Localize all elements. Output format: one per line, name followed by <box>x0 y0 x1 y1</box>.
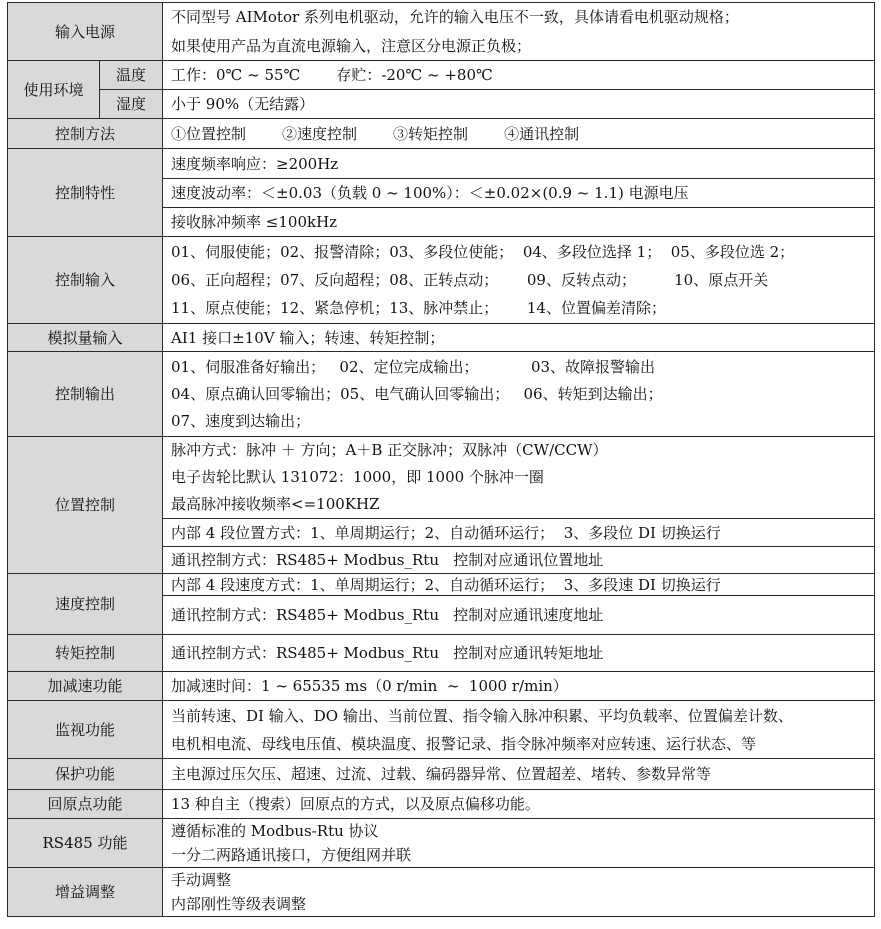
control-input-line-1: 01、伺服使能；02、报警清除；03、多段位使能； 04、多段位选择 1； 05、多段位选 2； <box>171 243 795 261</box>
value-analog-input: AI1 接口±10V 输入；转速、转矩控制； <box>163 324 875 352</box>
value-control-method <box>163 119 875 149</box>
monitor-line-1: 当前转速、DI 输入、DO 输出、当前位置、指令输入脉冲积累、平均负载率、位置偏差计数、 <box>171 706 793 725</box>
label-speed-control: 速度控制 <box>8 574 163 635</box>
label-position-control: 位置控制 <box>8 437 163 574</box>
control-method-comm: ④通讯控制 <box>504 124 580 143</box>
position-pulse-line-3: 最高脉冲接收频率<=100KHZ <box>171 495 380 513</box>
value-power <box>163 3 875 61</box>
value-speed-internal: 内部 4 段速度方式：1、单周期运行；2、自动循环运行； 3、多段速 DI 切换运行 <box>163 574 875 596</box>
row-analog-input <box>8 324 875 352</box>
value-humidity: 小于 90%（无结露） <box>163 90 875 119</box>
value-speed-comm: 通讯控制方式：RS485+ Modbus_Rtu 控制对应通讯速度地址 <box>163 596 875 635</box>
label-torque-control: 转矩控制 <box>8 635 163 672</box>
row-control-char-1 <box>8 149 875 179</box>
row-control-output <box>8 352 875 437</box>
row-protection <box>8 759 875 790</box>
value-position-pulse <box>163 437 875 519</box>
value-position-internal: 内部 4 段位置方式：1、单周期运行；2、自动循环运行； 3、多段位 DI 切换运行 <box>163 519 875 547</box>
label-power: 输入电源 <box>8 3 163 61</box>
value-homing: 13 种自主（搜索）回原点的方式，以及原点偏移功能。 <box>163 790 875 819</box>
row-accel <box>8 672 875 701</box>
label-control-characteristics: 控制特性 <box>8 149 163 237</box>
temperature-storage: 存贮：-20℃ ~ +80℃ <box>336 66 493 84</box>
control-method-position: ①位置控制 <box>171 124 247 143</box>
row-position-pulse <box>8 437 875 519</box>
label-temperature: 温度 <box>100 61 163 90</box>
spec-table <box>7 2 875 917</box>
label-protection: 保护功能 <box>8 759 163 790</box>
control-method-speed: ②速度控制 <box>282 124 358 143</box>
position-pulse-line-2: 电子齿轮比默认 131072：1000，即 1000 个脉冲一圈 <box>171 468 544 486</box>
rs485-line-2: 一分二两路通讯接口，方便组网并联 <box>171 846 412 864</box>
row-rs485 <box>8 819 875 868</box>
position-pulse-line-1: 脉冲方式：脉冲 ＋ 方向；A＋B 正交脉冲；双脉冲（CW/CCW） <box>171 441 608 459</box>
value-rs485 <box>163 819 875 868</box>
row-control-method <box>8 119 875 149</box>
label-rs485: RS485 功能 <box>8 819 163 868</box>
gain-line-2: 内部刚性等级表调整 <box>171 895 307 913</box>
row-power <box>8 3 875 61</box>
control-output-line-2: 04、原点确认回零输出；05、电气确认回零输出； 06、转矩到达输出； <box>171 384 663 403</box>
row-gain <box>8 868 875 917</box>
label-humidity: 湿度 <box>100 90 163 119</box>
control-char-line-1: 速度频率响应：≥200Hz <box>163 149 875 179</box>
row-torque-control <box>8 635 875 672</box>
control-method-torque: ③转矩控制 <box>393 124 469 143</box>
row-homing <box>8 790 875 819</box>
control-input-line-2: 06、正向超程；07、反向超程；08、正转点动； 09、反转点动； 10、原点开关 <box>171 271 769 289</box>
value-torque-comm: 通讯控制方式：RS485+ Modbus_Rtu 控制对应通讯转矩地址 <box>163 635 875 672</box>
label-homing: 回原点功能 <box>8 790 163 819</box>
label-control-method: 控制方法 <box>8 119 163 149</box>
control-output-line-3: 07、速度到达输出； <box>171 411 311 430</box>
value-control-input <box>163 237 875 324</box>
row-speed-internal <box>8 574 875 596</box>
value-accel: 加减速时间：1 ~ 65535 ms（0 r/min ~ 1000 r/min） <box>163 672 875 701</box>
value-control-output <box>163 352 875 437</box>
value-gain <box>163 868 875 917</box>
label-accel: 加减速功能 <box>8 672 163 701</box>
value-temperature <box>163 61 875 90</box>
label-gain: 增益调整 <box>8 868 163 917</box>
power-line-1: 不同型号 AIMotor 系列电机驱动，允许的输入电压不一致，具体请看电机驱动规格； <box>171 8 739 26</box>
control-output-line-1: 01、伺服准备好输出； 02、定位完成输出； 03、故障报警输出 <box>171 357 656 376</box>
row-control-input <box>8 237 875 324</box>
control-char-line-2: 速度波动率：＜±0.03（负载 0 ~ 100%）：＜±0.02×(0.9 ~ 1.1) 电源电压 <box>163 179 875 208</box>
label-environment: 使用环境 <box>8 61 100 119</box>
power-line-2: 如果使用产品为直流电源输入，注意区分电源正负极； <box>171 37 532 55</box>
value-position-comm: 通讯控制方式：RS485+ Modbus_Rtu 控制对应通讯位置地址 <box>163 547 875 574</box>
rs485-line-1: 遵循标准的 Modbus-Rtu 协议 <box>171 822 379 840</box>
value-monitor <box>163 701 875 759</box>
temperature-operating: 工作：0℃ ~ 55℃ <box>171 66 301 84</box>
value-protection: 主电源过压欠压、超速、过流、过载、编码器异常、位置超差、堵转、参数异常等 <box>163 759 875 790</box>
label-analog-input: 模拟量输入 <box>8 324 163 352</box>
control-char-line-3: 接收脉冲频率 ≤100kHz <box>163 208 875 237</box>
label-monitor: 监视功能 <box>8 701 163 759</box>
monitor-line-2: 电机相电流、母线电压值、模块温度、报警记录、指令脉冲频率对应转速、运行状态、等 <box>171 734 757 753</box>
control-input-line-3: 11、原点使能；12、紧急停机；13、脉冲禁止； 14、位置偏差清除； <box>171 299 666 317</box>
label-control-output: 控制输出 <box>8 352 163 437</box>
row-temperature <box>8 61 875 90</box>
gain-line-1: 手动调整 <box>171 871 232 889</box>
label-control-input: 控制输入 <box>8 237 163 324</box>
row-monitor <box>8 701 875 759</box>
row-humidity <box>8 90 875 119</box>
